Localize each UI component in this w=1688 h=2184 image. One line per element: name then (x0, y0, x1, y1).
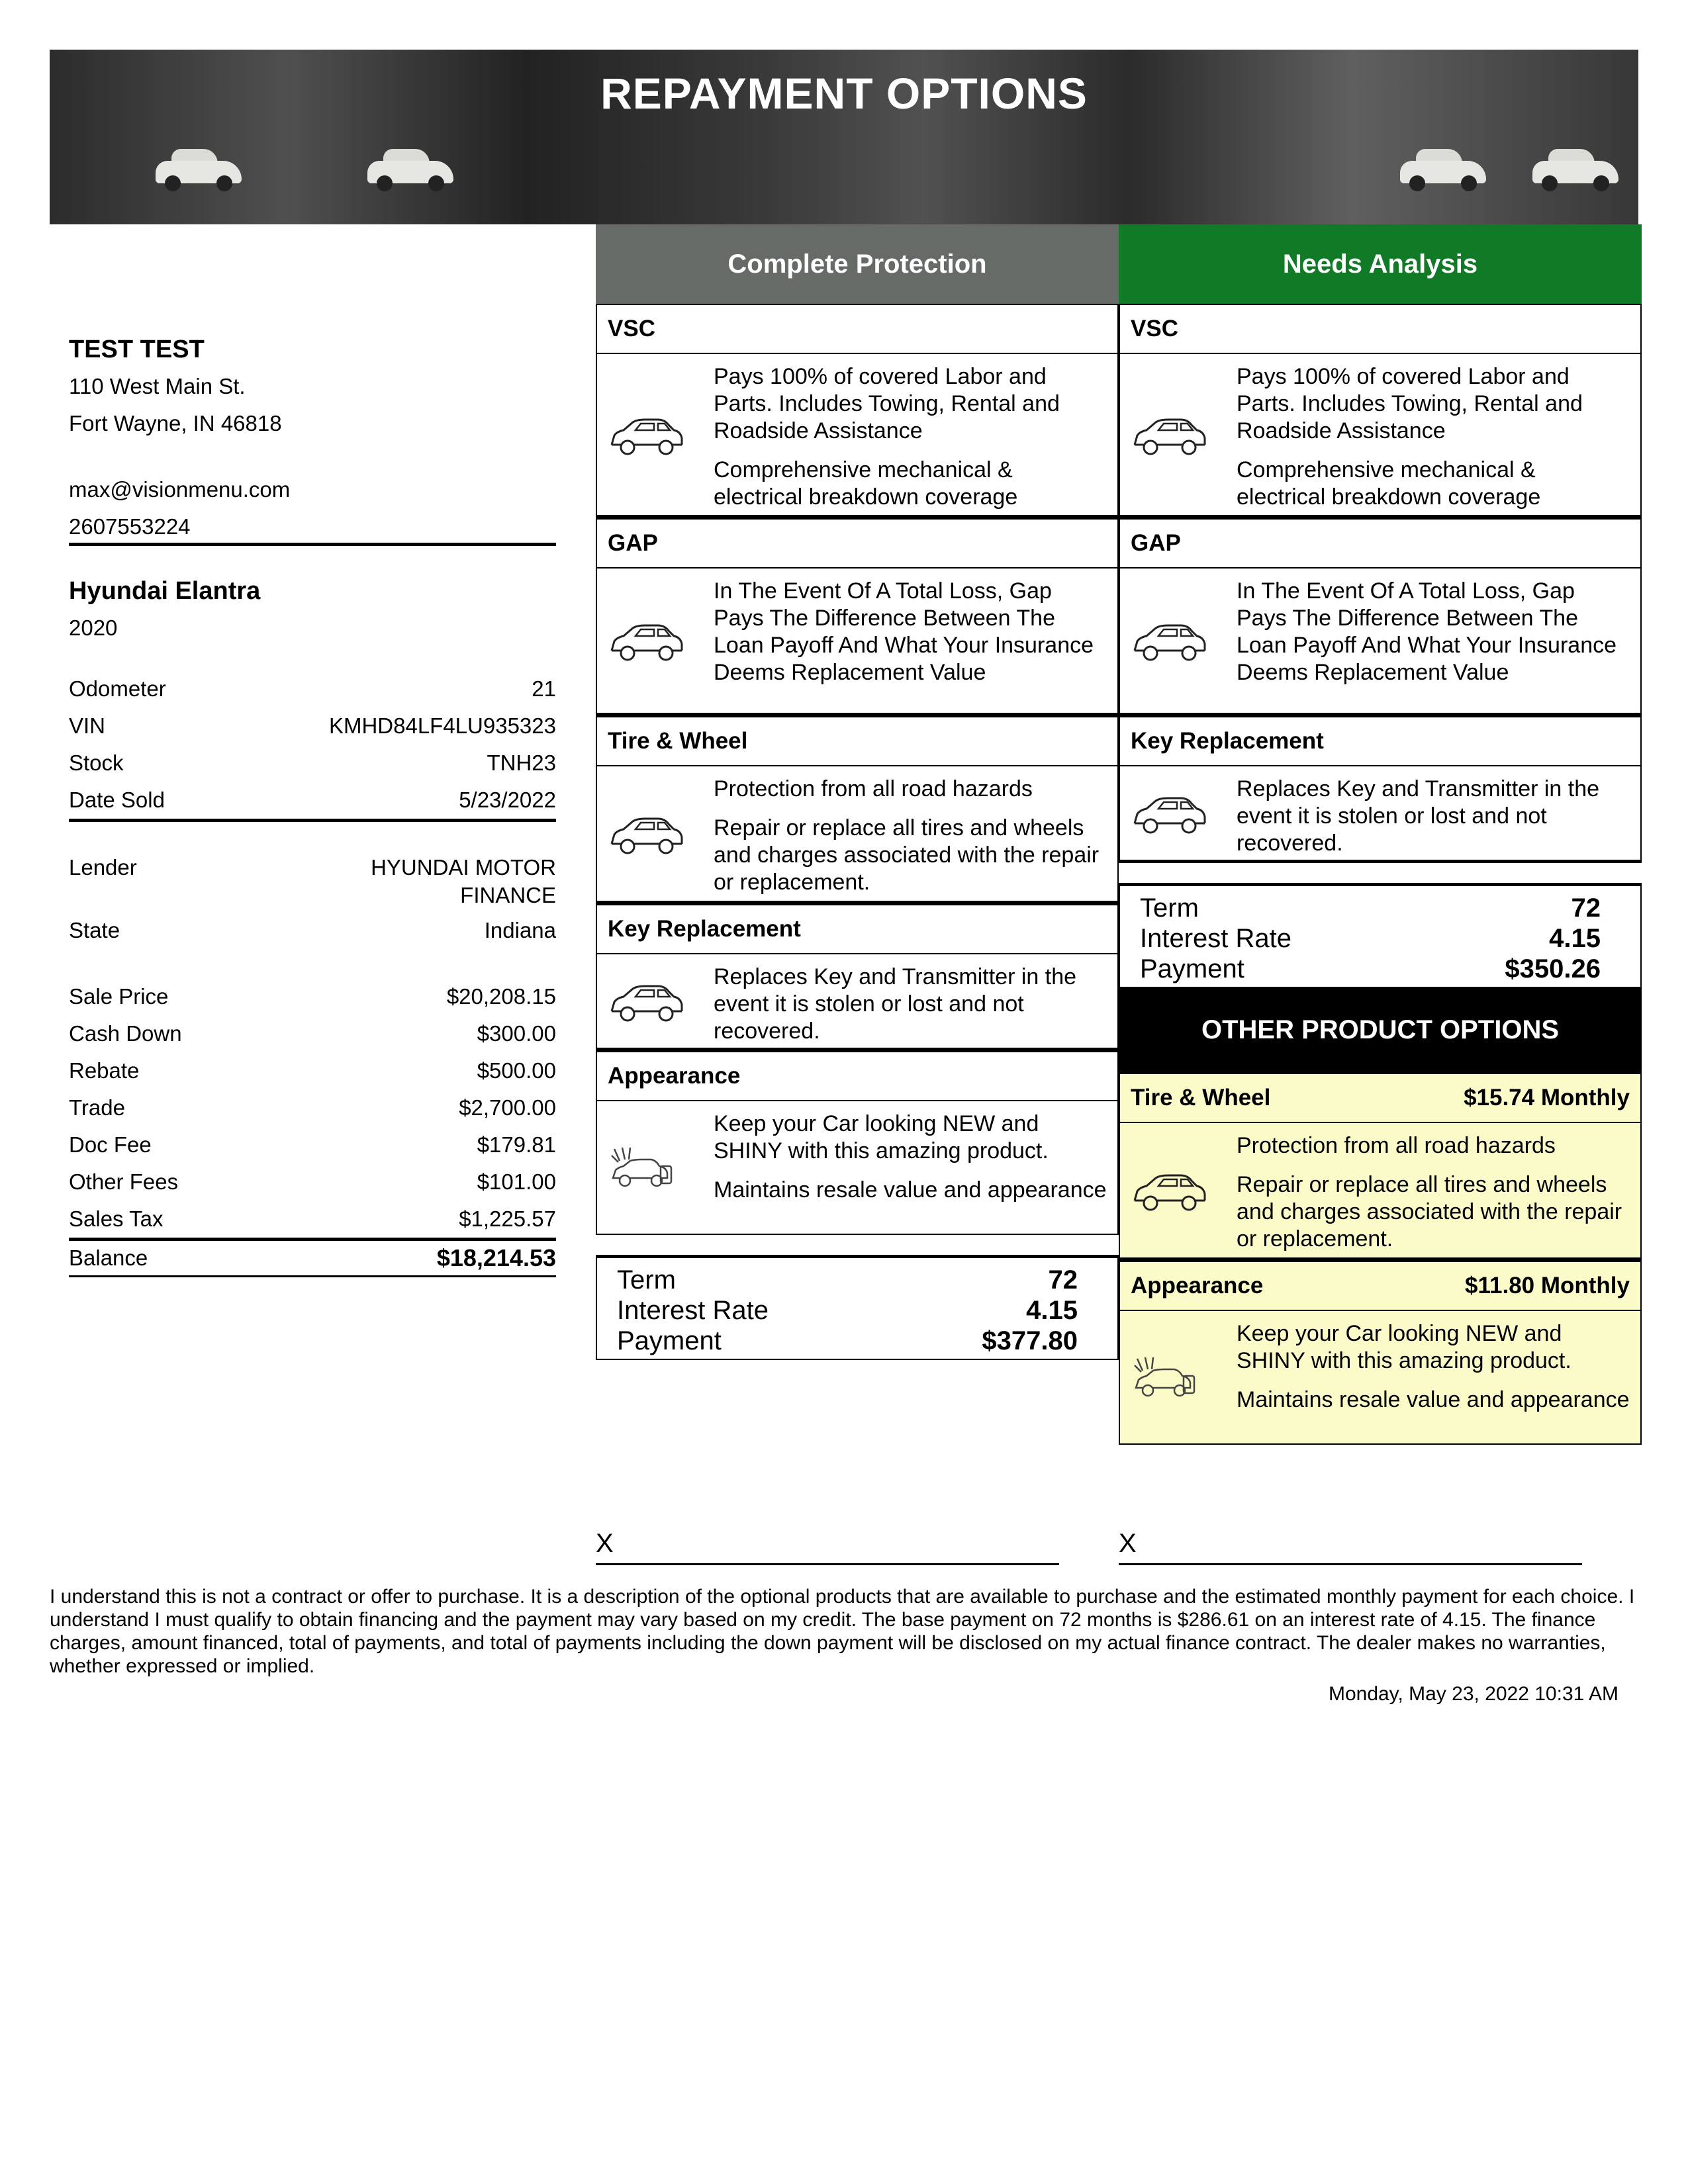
price: $11.80 (1465, 1273, 1535, 1298)
complete-protection-header[interactable]: Complete Protection (596, 224, 1119, 304)
payment-row: Payment $377.80 (617, 1326, 1078, 1355)
car-icon (608, 621, 684, 664)
customer-name: TEST TEST (69, 336, 205, 363)
product-gap[interactable]: GAP In The Event Of A Total Loss, Gap Pays The Difference Between The Loan Payoff And What Your Insurance Deems Replacement Value (1119, 518, 1642, 716)
state-row: State Indiana (69, 918, 556, 942)
trade-row: Trade $2,700.00 (69, 1095, 556, 1120)
disclaimer-text: I understand this is not a contract or offer to purchase. It is a description of the optional products that are available to purchase and the estimated monthly payment for each choice. I understand I must qualify to obtain financing and the payment may vary based on my credit. The base payment on 72 months is $286.61 on an interest rate of 4.15. The finance charges, amount financed, total of payments, and total of payments including the down payment will be disclosed on my actual finance contract. The dealer makes no warranties, whether expressed or implied. (50, 1586, 1635, 1677)
complete-protection-column (596, 224, 1119, 1360)
term-row: Term 72 (1140, 893, 1601, 923)
sale-price-row: Sale Price $20,208.15 (69, 984, 556, 1009)
product-key-replacement[interactable]: Key Replacement Replaces Key and Transmitter in the event it is stolen or lost and not recovered. (596, 904, 1119, 1051)
product-appearance[interactable]: Appearance Keep your Car looking NEW and SHINY with this amazing product. Maintains resale value and appearance (596, 1051, 1119, 1235)
term-row: Term 72 (617, 1265, 1078, 1295)
timestamp: Monday, May 23, 2022 10:31 AM (1328, 1683, 1618, 1705)
cash-down-row: Cash Down $300.00 (69, 1021, 556, 1046)
lender-row: Lender HYUNDAI MOTOR FINANCE (69, 855, 556, 907)
product-vsc[interactable]: VSC Pays 100% of covered Labor and Parts. Includes Towing, Rental and Roadside Assistance Comprehensive mechanical & electrical breakdown coverage (596, 304, 1119, 518)
odometer-row: Odometer 21 (69, 676, 556, 701)
banner-car-image (1400, 152, 1486, 191)
balance-row: Balance $18,214.53 (69, 1241, 556, 1277)
banner-car-image (367, 152, 453, 191)
sales-tax-row: Sales Tax $1,225.57 (69, 1201, 556, 1241)
complete-payment-summary (596, 1255, 1119, 1360)
customer-address-1: 110 West Main St. (69, 374, 246, 398)
interest-rate-row: Interest Rate 4.15 (1140, 924, 1601, 953)
interest-rate-row: Interest Rate 4.15 (617, 1296, 1078, 1325)
other-product-options-header: OTHER PRODUCT OPTIONS (1119, 987, 1642, 1073)
needs-analysis-header[interactable]: Needs Analysis (1119, 224, 1642, 304)
banner-car-image (156, 152, 242, 191)
payment-row: Payment $350.26 (1140, 954, 1601, 983)
vin-row: VIN KMHD84LF4LU935323 (69, 713, 556, 738)
other-product-tire-wheel[interactable]: Tire & Wheel $15.74 Monthly Protection from all road hazards Repair or replace all tires and wheels and charges associated with the repair or replacement. (1119, 1073, 1642, 1261)
car-wash-icon (608, 1146, 674, 1193)
vehicle-model: Hyundai Elantra (69, 577, 261, 605)
deal-summary (69, 331, 556, 1277)
page-title: REPAYMENT OPTIONS (600, 69, 1088, 118)
customer-address-2: Fort Wayne, IN 46818 (69, 411, 282, 435)
product-vsc[interactable]: VSC Pays 100% of covered Labor and Parts. Includes Towing, Rental and Roadside Assistance Comprehensive mechanical & electrical breakdown coverage (1119, 304, 1642, 518)
car-icon (608, 982, 684, 1024)
customer-phone: 2607553224 (69, 508, 556, 546)
car-icon (1131, 794, 1207, 837)
stock-row: Stock TNH23 (69, 751, 556, 775)
banner-car-image (1532, 152, 1618, 191)
car-wash-icon (1131, 1356, 1197, 1402)
needs-payment-summary (1119, 883, 1642, 987)
price: $15.74 (1464, 1085, 1535, 1111)
car-icon (1131, 1171, 1207, 1214)
car-icon (1131, 621, 1207, 664)
date-sold-row: Date Sold 5/23/2022 (69, 782, 556, 822)
car-icon (1131, 416, 1207, 458)
product-gap[interactable]: GAP In The Event Of A Total Loss, Gap Pays The Difference Between The Loan Payoff And What Your Insurance Deems Replacement Value (596, 518, 1119, 716)
header-banner (50, 50, 1638, 224)
rebate-row: Rebate $500.00 (69, 1058, 556, 1083)
customer-email: max@visionmenu.com (69, 477, 291, 502)
product-key-replacement[interactable]: Key Replacement Replaces Key and Transmitter in the event it is stolen or lost and not recovered. (1119, 716, 1642, 863)
car-icon (608, 815, 684, 857)
vehicle-year: 2020 (69, 615, 118, 640)
other-fees-row: Other Fees $101.00 (69, 1169, 556, 1194)
product-tire-wheel[interactable]: Tire & Wheel Protection from all road hazards Repair or replace all tires and wheels and charges associated with the repair or replacement. (596, 716, 1119, 904)
car-icon (608, 416, 684, 458)
other-product-appearance[interactable]: Appearance $11.80 Monthly Keep your Car looking NEW and SHINY with this amazing product. Maintains resale value and appearance (1119, 1261, 1642, 1445)
needs-analysis-column (1119, 224, 1642, 1445)
doc-fee-row: Doc Fee $179.81 (69, 1132, 556, 1157)
